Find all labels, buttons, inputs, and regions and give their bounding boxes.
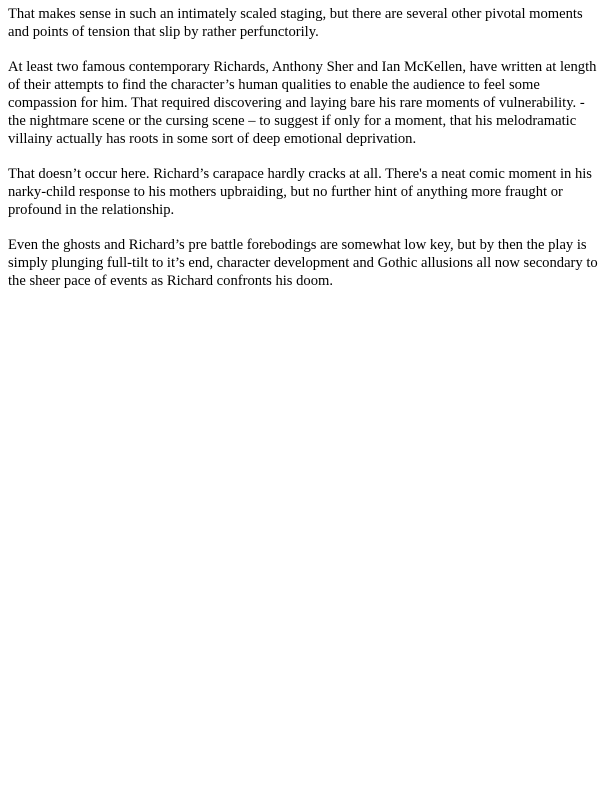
document-body — [8, 6, 600, 309]
paragraph-carapace: That doesn’t occur here. Richard’s carapace hardly cracks at all. There's a neat comic moment in his narky-child response to his mothers upbraiding, but no further hint of anything more fraught or profound in the relationship. — [8, 166, 592, 218]
paragraph-ghosts: Even the ghosts and Richard’s pre battle forebodings are somewhat low key, but by then the play is simply plunging full-tilt to it’s end, character development and Gothic allusions all now secondary to the sheer pace of events as Richard confronts his doom. — [8, 237, 598, 289]
paragraph-contemporary-richards: At least two famous contemporary Richards, Anthony Sher and Ian McKellen, have written at length of their attempts to find the character’s human qualities to enable the audience to feel some compassion for him. That required discovering and laying bare his rare moments of vulnerability. - the nightmare scene or the cursing scene – to suggest if only for a moment, that his melodramatic villainy actually has roots in some sort of deep emotional deprivation. — [8, 59, 597, 147]
paragraph-staging: That makes sense in such an intimately scaled staging, but there are several other pivotal moments and points of tension that slip by rather perfunctorily. — [8, 6, 583, 40]
